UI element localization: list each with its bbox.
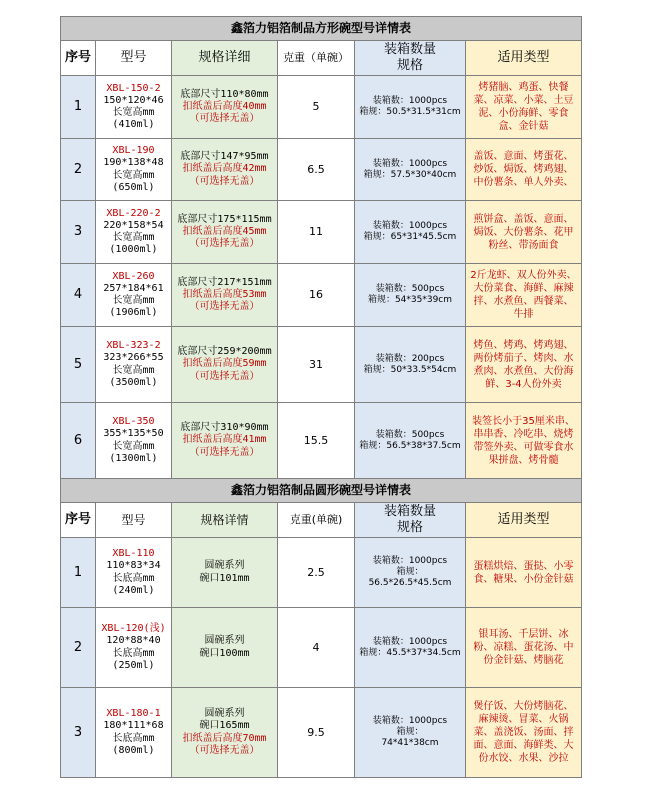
packing-cell <box>355 76 466 139</box>
pack-size: 箱规：45.5*37*34.5cm <box>359 647 461 658</box>
spec-table <box>60 16 582 778</box>
model-cell <box>96 139 172 201</box>
model-capacity: (410ml) <box>112 119 155 131</box>
weight-cell: 11 <box>278 201 355 264</box>
weight-cell: 2.5 <box>278 538 355 608</box>
pack-size: 箱规：50.5*31.5*31cm <box>359 107 461 117</box>
model-dimensions: 190*138*48 <box>103 157 164 169</box>
packing-cell <box>355 608 466 688</box>
table-row <box>61 538 582 608</box>
model-capacity: (800ml) <box>112 744 155 756</box>
row-index: 1 <box>61 538 96 608</box>
spec-cell <box>172 327 278 403</box>
model-capacity: (240ml) <box>112 584 155 596</box>
row-index: 2 <box>61 608 96 688</box>
model-code: XBL-323-2 <box>106 340 161 352</box>
model-dimensions: 180*111*68 <box>103 720 164 732</box>
model-cell <box>96 327 172 403</box>
header-model: 型号 <box>96 503 172 538</box>
model-dimension-label: 长宽高mm <box>112 169 155 181</box>
row-index: 6 <box>61 403 96 479</box>
header-spec: 规格详情 <box>172 503 278 538</box>
model-dimension-label: 长底高mm <box>112 732 155 744</box>
spec-series: 圆碗系列 <box>204 708 245 720</box>
model-capacity: (1000ml) <box>109 244 158 256</box>
header-weight: 克重（单碗） <box>278 41 355 76</box>
table-row <box>61 688 582 778</box>
header-packing-line1: 装箱数量 <box>383 504 436 520</box>
pack-label: 箱规： <box>396 567 424 578</box>
spec-base-size: 底部尺寸175*115mm <box>177 213 272 225</box>
usage-cell: 盖饭、意面、烤蛋花、炒饭、焗饭、烤鸡翅、中份薯条、单人外卖、 <box>466 139 582 201</box>
model-dimensions: 257*184*61 <box>103 282 164 294</box>
spec-base-size: 底部尺寸259*200mm <box>177 346 272 358</box>
header-spec: 规格详细 <box>172 41 278 76</box>
table-row <box>61 608 582 688</box>
pack-count: 装箱数：1000pcs <box>372 636 448 647</box>
row-index: 2 <box>61 139 96 201</box>
header-packing <box>355 503 466 538</box>
model-code: XBL-260 <box>112 270 155 282</box>
pack-size: 箱规：54*35*39cm <box>367 295 453 305</box>
pack-size: 56.5*26.5*45.5cm <box>368 577 452 588</box>
model-cell <box>96 538 172 608</box>
model-code: XBL-150-2 <box>106 82 161 94</box>
usage-cell: 煎饼盒、盖饭、意面、焗饭、大份薯条、花甲粉丝、带汤面食 <box>466 201 582 264</box>
spec-optional-lid: （可选择无盖） <box>189 370 260 382</box>
spec-rim: 碗口101mm <box>199 572 250 584</box>
packing-cell <box>355 538 466 608</box>
model-dimensions: 150*120*46 <box>103 94 164 106</box>
usage-cell: 2斤龙虾、双人份外卖、大份菜食、海鲜、麻辣拌、水煮鱼、西餐菜、牛排 <box>466 264 582 327</box>
pack-count: 装箱数：500pcs <box>375 429 445 440</box>
spec-base-size: 底部尺寸217*151mm <box>177 276 272 288</box>
packing-cell <box>355 403 466 479</box>
model-capacity: (650ml) <box>112 181 155 193</box>
usage-cell: 煲仔饭、大份烤脑花、麻辣烫、冒菜、火锅菜、盖浇饭、汤面、拌面、意面、海鲜类、大份水饺、水果、沙拉 <box>466 688 582 778</box>
model-dimension-label: 长宽高mm <box>112 295 155 306</box>
spec-optional-lid: （可选择无盖） <box>189 446 260 458</box>
model-code: XBL-190 <box>112 145 155 157</box>
spec-lid-height: 扣纸盖后高度41mm <box>182 434 267 446</box>
packing-cell <box>355 688 466 778</box>
pack-count: 装箱数：1000pcs <box>372 716 448 727</box>
pack-count: 装箱数：1000pcs <box>372 158 448 169</box>
spec-cell <box>172 538 278 608</box>
model-dimension-label: 长宽高mm <box>112 107 155 118</box>
header-packing-line1: 装箱数量 <box>383 42 436 58</box>
spec-lid-height: 扣纸盖后高度42mm <box>182 163 267 175</box>
pack-count: 装箱数：200pcs <box>375 353 445 364</box>
model-cell <box>96 688 172 778</box>
weight-cell: 16 <box>278 264 355 327</box>
weight-cell: 5 <box>278 76 355 139</box>
product-spec-sheet <box>60 16 581 778</box>
row-index: 4 <box>61 264 96 327</box>
table-row <box>61 76 582 139</box>
pack-count: 装箱数：1000pcs <box>372 96 448 107</box>
header-model: 型号 <box>96 41 172 76</box>
model-dimension-label: 长底高mm <box>112 647 155 659</box>
row-index: 5 <box>61 327 96 403</box>
pack-count: 装箱数：1000pcs <box>372 556 448 567</box>
model-code: XBL-180-1 <box>106 708 161 720</box>
weight-cell: 6.5 <box>278 139 355 201</box>
row-index: 3 <box>61 201 96 264</box>
spec-lid-height: 扣纸盖后高度70mm <box>182 732 267 744</box>
model-capacity: (250ml) <box>112 659 155 671</box>
spec-cell <box>172 688 278 778</box>
model-dimensions: 110*83*34 <box>106 560 161 572</box>
spec-lid-height: 扣纸盖后高度45mm <box>182 225 267 237</box>
usage-cell: 银耳汤、千层饼、冰粉、凉糕、蛋花汤、中份金针菇、烤脑花 <box>466 608 582 688</box>
weight-cell: 9.5 <box>278 688 355 778</box>
packing-cell <box>355 139 466 201</box>
spec-cell <box>172 608 278 688</box>
spec-cell <box>172 76 278 139</box>
packing-cell <box>355 264 466 327</box>
header-packing <box>355 41 466 76</box>
spec-rim: 碗口165mm <box>199 720 250 732</box>
weight-cell: 31 <box>278 327 355 403</box>
spec-base-size: 底部尺寸110*80mm <box>180 88 269 100</box>
pack-count: 装箱数：1000pcs <box>372 221 448 232</box>
model-cell <box>96 76 172 139</box>
usage-cell: 烤猪脑、鸡蛋、快餐菜、凉菜、小菜、土豆泥、小份海鲜、零食盒、金针菇 <box>466 76 582 139</box>
spec-rim: 碗口100mm <box>199 647 250 659</box>
model-cell <box>96 403 172 479</box>
table-row <box>61 264 582 327</box>
round-table-title: 鑫箔力铝箔制品圆形碗型号详情表 <box>61 479 582 503</box>
usage-cell: 烤鱼、烤鸡、烤鸡翅、两份烤茄子、烤肉、水煮肉、水煮鱼、大份海鲜、3-4人份外卖 <box>466 327 582 403</box>
model-dimension-label: 长底高mm <box>112 572 155 584</box>
square-header-row <box>61 41 582 76</box>
spec-cell <box>172 403 278 479</box>
header-packing-line2: 规格 <box>396 520 423 535</box>
spec-cell <box>172 139 278 201</box>
packing-cell <box>355 201 466 264</box>
pack-label: 箱规： <box>396 727 424 738</box>
weight-cell: 4 <box>278 608 355 688</box>
spec-lid-height: 扣纸盖后高度53mm <box>182 288 267 300</box>
pack-size: 箱规：50*33.5*54cm <box>363 364 457 375</box>
spec-series: 圆碗系列 <box>204 635 245 647</box>
model-code: XBL-220-2 <box>106 207 161 219</box>
pack-count: 装箱数：500pcs <box>375 284 445 295</box>
table-row <box>61 201 582 264</box>
table-row <box>61 139 582 201</box>
header-index: 序号 <box>61 503 96 538</box>
spec-base-size: 底部尺寸147*95mm <box>180 151 269 163</box>
spec-optional-lid: （可选择无盖） <box>189 744 260 756</box>
square-table-title: 鑫箔力铝箔制品方形碗型号详情表 <box>61 17 582 41</box>
model-dimensions: 355*135*50 <box>103 428 164 440</box>
round-title-row <box>61 479 582 503</box>
usage-cell: 蛋糕烘焙、蛋挞、小零食、糖果、小份金针菇 <box>466 538 582 608</box>
model-dimension-label: 长宽高mm <box>112 440 155 452</box>
model-cell <box>96 608 172 688</box>
row-index: 1 <box>61 76 96 139</box>
spec-cell <box>172 264 278 327</box>
spec-cell <box>172 201 278 264</box>
model-cell <box>96 201 172 264</box>
header-packing-line2: 规格 <box>396 58 423 73</box>
model-dimensions: 120*88*40 <box>106 635 161 647</box>
pack-size: 箱规：56.5*38*37.5cm <box>359 440 461 451</box>
model-capacity: (3500ml) <box>109 376 158 388</box>
spec-lid-height: 扣纸盖后高度40mm <box>182 100 267 112</box>
spec-base-size: 底部尺寸310*90mm <box>180 422 269 434</box>
model-dimension-label: 长宽高mm <box>112 364 155 376</box>
spec-optional-lid: （可选择无盖） <box>189 113 260 125</box>
model-dimension-label: 长宽高mm <box>112 232 155 243</box>
spec-lid-height: 扣纸盖后高度59mm <box>182 358 267 370</box>
table-row <box>61 327 582 403</box>
header-index: 序号 <box>61 41 96 76</box>
weight-cell: 15.5 <box>278 403 355 479</box>
spec-optional-lid: （可选择无盖） <box>189 301 260 313</box>
model-cell <box>96 264 172 327</box>
header-usage: 适用类型 <box>466 503 582 538</box>
spec-optional-lid: （可选择无盖） <box>189 238 260 250</box>
model-dimensions: 220*158*54 <box>103 219 164 231</box>
spec-optional-lid: （可选择无盖） <box>189 175 260 187</box>
header-usage: 适用类型 <box>466 41 582 76</box>
model-dimensions: 323*266*55 <box>103 352 164 364</box>
usage-cell: 装签长小于35厘米串、串串香、冷吃串、烧烤带签外卖、可做零食水果拼盘、烤骨髓 <box>466 403 582 479</box>
pack-size: 74*41*38cm <box>381 737 439 748</box>
table-row <box>61 403 582 479</box>
round-header-row <box>61 503 582 538</box>
pack-size: 箱规：65*31*45.5cm <box>363 232 457 242</box>
header-weight: 克重(单碗) <box>278 503 355 538</box>
row-index: 3 <box>61 688 96 778</box>
model-capacity: (1906ml) <box>109 307 158 319</box>
packing-cell <box>355 327 466 403</box>
pack-size: 箱规：57.5*30*40cm <box>363 169 457 180</box>
spec-series: 圆碗系列 <box>204 560 245 572</box>
model-capacity: (1300ml) <box>109 452 158 464</box>
model-code: XBL-350 <box>112 416 155 428</box>
model-code: XBL-120(浅) <box>101 623 166 635</box>
square-title-row <box>61 17 582 41</box>
model-code: XBL-110 <box>112 548 155 560</box>
